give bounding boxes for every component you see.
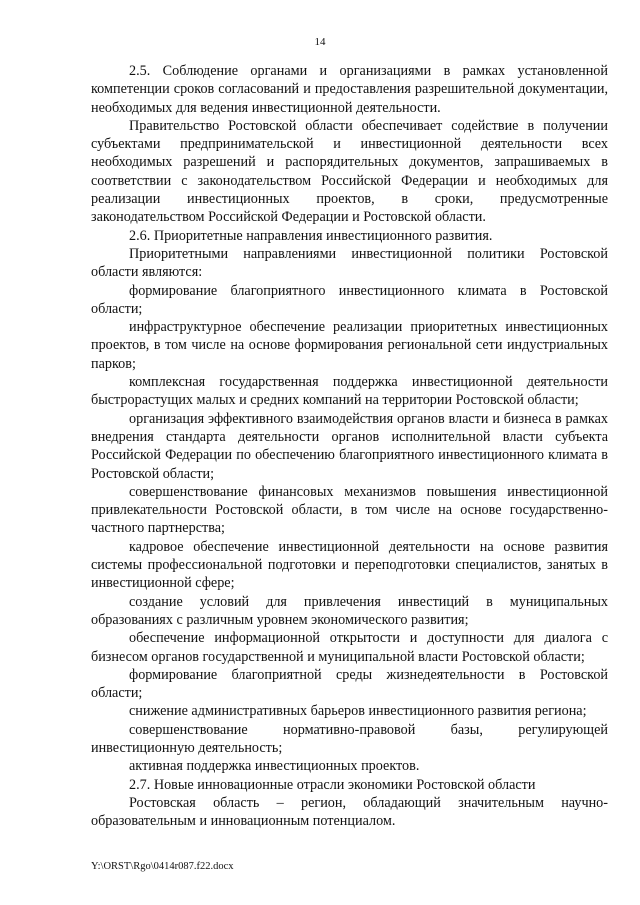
list-item: активная поддержка инвестиционных проектов. (129, 758, 420, 775)
paragraph-region-potential: Ростовская область – регион, обладающий значительным научно-образовательным и инновационным потенциалом. (91, 794, 608, 830)
list-item: снижение административных барьеров инвестиционного развития региона; (129, 703, 587, 720)
list-item: комплексная государственная поддержка инвестиционной деятельности быстрорастущих малых и средних компаний на территории Ростовской области; (91, 374, 608, 409)
list-item: совершенствование нормативно-правовой базы, регулирующей инвестиционную деятельность; (91, 721, 608, 756)
paragraph-2-7-heading: 2.7. Новые инновационные отрасли экономики Ростовской области (129, 776, 536, 793)
page-number: 14 (314, 36, 326, 48)
list-item: совершенствование финансовых механизмов повышения инвестиционной привлекательности Ростовской области, в том числе на основе государственно-частного партнерства; (91, 483, 608, 537)
paragraph-2-6-heading: 2.6. Приоритетные направления инвестиционного развития. (129, 227, 493, 244)
list-item: формирование благоприятного инвестиционного климата в Ростовской области; (91, 282, 608, 317)
list-item: кадровое обеспечение инвестиционной деятельности на основе развития системы профессиональной подготовки и переподготовки специалистов, занятых в инвестиционной сфере; (91, 538, 608, 592)
list-item: инфраструктурное обеспечение реализации приоритетных инвестиционных проектов, в том числе на основе формирования региональной сети индустриальных парков; (91, 319, 608, 372)
list-item: организация эффективного взаимодействия органов власти и бизнеса в рамках внедрения стандарта деятельности органов исполнительной власти субъекта Российской Федерации по обеспечению благоприятного инвестиционного климата в Ростовской области; (91, 410, 608, 482)
list-item: формирование благоприятной среды жизнедеятельности в Ростовской области; (91, 666, 608, 702)
paragraph-priorities-intro: Приоритетными направлениями инвестиционной политики Ростовской области являются: (91, 245, 608, 281)
footer-file-path: Y:\ORST\Rgo\0414r087.f22.docx (91, 861, 234, 872)
document-body (91, 62, 608, 830)
list-item: обеспечение информационной открытости и доступности для диалога с бизнесом органов государственной и муниципальной власти Ростовской области; (91, 630, 608, 665)
paragraph-2-5: 2.5. Соблюдение органами и организациями в рамках установленной компетенции сроков согласований и предоставления разрешительной документации, необходимых для ведения инвестиционной деятельности. (91, 63, 608, 116)
paragraph-government-support: Правительство Ростовской области обеспечивает содействие в получении субъектами предпринимательской и инвестиционной деятельности всех необходимых разрешений и распорядительных документов, запрашиваемых в соответствии с законодательством Российской Федерации и необходимых для реализации инвестиционных проектов, в сроки, предусмотренные законодательством Российской Федерации и Ростовской области. (91, 117, 608, 226)
list-item: создание условий для привлечения инвестиций в муниципальных образованиях с различным уровнем экономического развития; (91, 593, 608, 628)
